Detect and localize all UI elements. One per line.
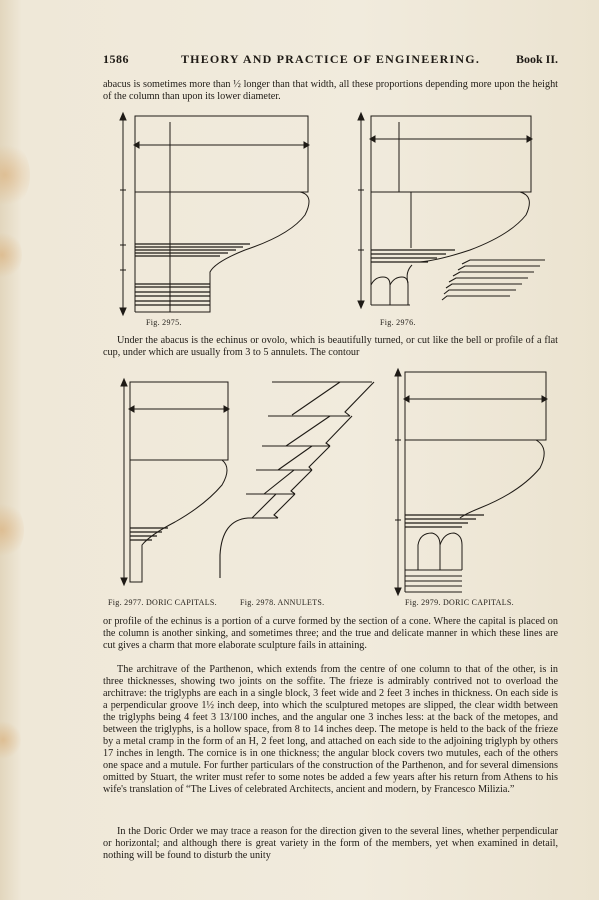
caption-fig-2975: Fig. 2975.: [146, 318, 182, 327]
running-title: THEORY AND PRACTICE OF ENGINEERING.: [180, 52, 481, 66]
paragraph-doric-order: In the Doric Order we may trace a reason for the direction given to the several lines, whether perpendicular or horizontal; and although there is great variety in the form of the members, yet when examined in detail, nothing will be found to disturb the unity: [103, 826, 558, 861]
book-label: Book II.: [515, 52, 558, 66]
page-number: 1586: [103, 52, 129, 66]
paragraph-echinus: Under the abacus is the echinus or ovolo, which is beautifully turned, or cut like the bell or profile of a flat cup, under which are usually from 3 to 5 annulets. The contour: [103, 335, 558, 358]
caption-fig-2978: Fig. 2978. ANNULETS.: [240, 598, 325, 607]
caption-fig-2979: Fig. 2979. DORIC CAPITALS.: [405, 598, 514, 607]
paragraph-parthenon: The architrave of the Parthenon, which extends from the centre of one column to that of the other, is in three thicknesses, showing two joints on the soffite. The frieze is admirably contrived not to overload the architrave: the triglyphs are each in a single block, 3 feet wide and 2 feet 3 inches in thickness. On each side is a perpendicular groove 1½ inch deep, into which the sculptured metopes are slipped, the clear width between the triglyphs being 4 feet 3 13/100 inches, and the angular one 3 inches less: at the back of the metopes, and between the triglyphs, is a hollow space, from 8 to 14 inches deep. The metope is held to the back of the frieze by a metal cramp in the form of an H, 2 feet long, and attached on each side to the adjoining triglyph by others 17 inches in length. The cornice is in one thickness; the angular block covers two mutules, each of the others one space and a mutule. For further particulars of the construction of the Parthenon, and for several dimensions omitted by Stuart, the writer must refer to some notes be added a few years after his return from Athens to his wife's translation of “The Lives of celebrated Architects, ancient and modern, by Francesco Milizia.”: [103, 664, 558, 795]
paragraph-intro: abacus is sometimes more than ½ longer than that width, all these proportions depending more upon the height of the column than upon its lower diameter.: [103, 79, 558, 102]
paragraph-contour: or profile of the echinus is a portion of a curve formed by the section of a cone. Where the capital is placed on the column is another sinking, and sometimes three; and the true and delicate manner in which these lines are cut gives a charm that more elaborate sculpture fails in attaining.: [103, 616, 558, 651]
caption-fig-2976: Fig. 2976.: [380, 318, 416, 327]
caption-fig-2977: Fig. 2977. DORIC CAPITALS.: [108, 598, 217, 607]
